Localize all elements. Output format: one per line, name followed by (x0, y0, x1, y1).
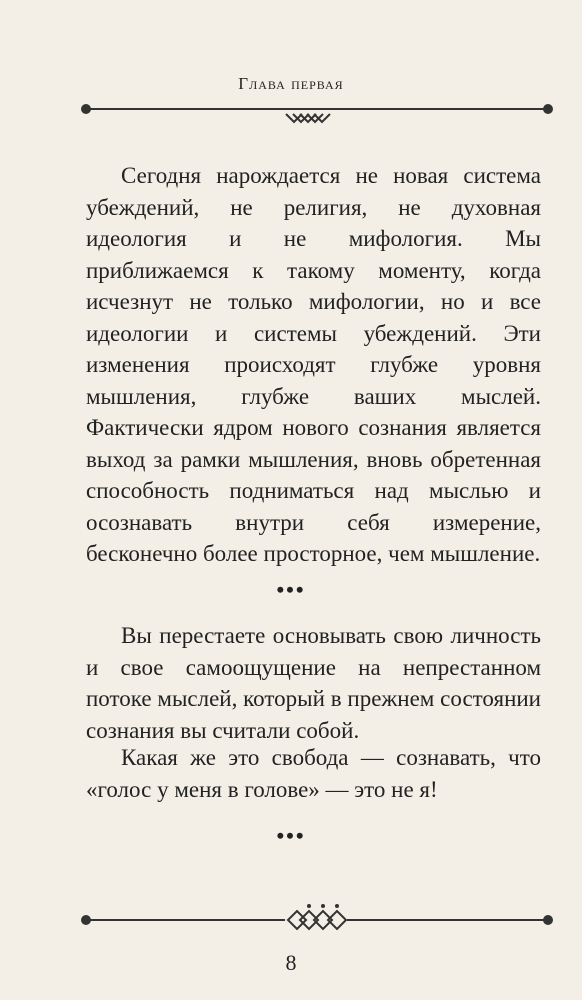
paragraph-3 (86, 742, 541, 805)
section-separator-2: ••• (276, 823, 306, 848)
paragraph-2 (86, 620, 541, 746)
header-ornament (0, 98, 582, 132)
chapter-title: Глава первая (238, 74, 344, 93)
footer-ornament (0, 900, 582, 944)
paragraph-3-text: Какая же это свобода — сознавать, что «голос у меня в голове» — это не я! (86, 745, 541, 802)
page-number: 8 (285, 950, 297, 975)
footer-ornament-icon (0, 900, 582, 944)
paragraph-1 (86, 160, 541, 570)
section-separator-1: ••• (276, 577, 306, 602)
header-ornament-icon (0, 98, 582, 132)
paragraph-2-text: Вы перестаете основывать свою личность и свое самоощущение на непрестанном потоке мыслей, который в прежнем состоянии сознания вы считали собой. (86, 623, 541, 743)
paragraph-1-text: Сегодня нарождается не новая система убеждений, не религия, не духовная идеология и не мифология. Мы приближаемся к такому моменту, когда исчезнут не только мифологии, но и все идеологии и системы убеждений. Эти изменения происходят глубже уровня мышления, глубже ваших мыслей. Фактически ядром нового сознания является выход за рамки мышления, вновь обретенная способность подниматься над мыслью и осознавать внутри себя измерение, бесконечно более просторное, чем мышление. (86, 163, 541, 566)
